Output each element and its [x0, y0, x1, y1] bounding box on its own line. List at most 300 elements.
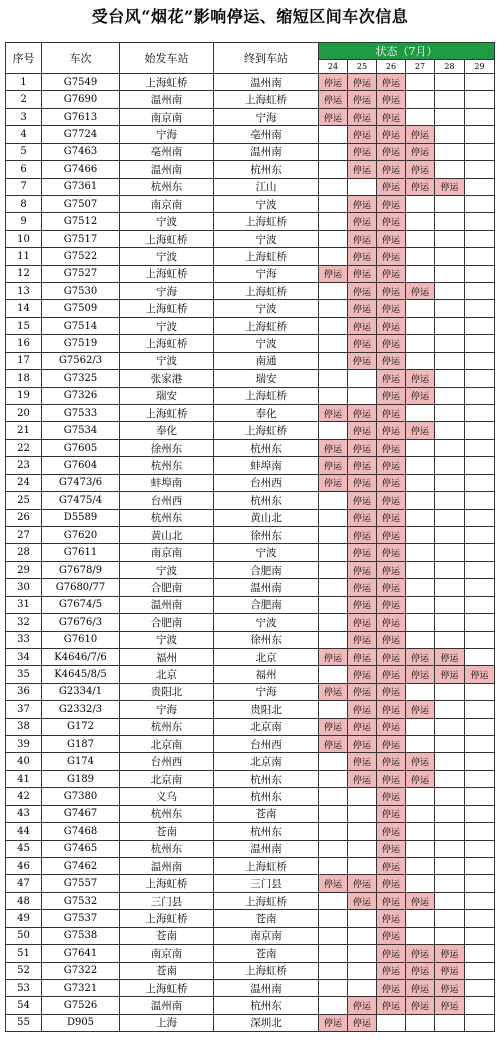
stop-status-cell: 停运 — [377, 823, 406, 840]
train-number: G7562/3 — [42, 352, 120, 369]
destination-station: 上海虹桥 — [214, 387, 319, 404]
train-number: D905 — [42, 1014, 120, 1031]
empty-status-cell — [465, 422, 495, 439]
stop-status-cell: 停运 — [348, 439, 377, 456]
empty-status-cell — [319, 997, 348, 1014]
table-row — [6, 596, 495, 613]
empty-status-cell — [435, 614, 465, 631]
empty-status-cell — [319, 300, 348, 317]
stop-status-cell: 停运 — [348, 648, 377, 665]
origin-station: 温州南 — [120, 161, 214, 178]
stop-status-cell: 停运 — [348, 248, 377, 265]
empty-status-cell — [319, 910, 348, 927]
origin-station: 宁波 — [120, 561, 214, 578]
stop-status-cell: 停运 — [377, 213, 406, 230]
row-number: 1 — [6, 74, 42, 91]
empty-status-cell — [406, 805, 435, 822]
origin-station: 宁海 — [120, 701, 214, 718]
empty-status-cell — [348, 370, 377, 387]
row-number: 46 — [6, 857, 42, 874]
row-number: 27 — [6, 526, 42, 543]
empty-status-cell — [406, 474, 435, 491]
row-number: 39 — [6, 736, 42, 753]
origin-station: 北京 — [120, 666, 214, 683]
empty-status-cell — [319, 857, 348, 874]
destination-station: 黄山北 — [214, 509, 319, 526]
stop-status-cell: 停运 — [319, 74, 348, 91]
header-from: 始发车站 — [120, 43, 214, 74]
row-number: 33 — [6, 631, 42, 648]
stop-status-cell: 停运 — [377, 579, 406, 596]
empty-status-cell — [465, 840, 495, 857]
table-row — [6, 736, 495, 753]
destination-station: 杭州东 — [214, 997, 319, 1014]
stop-status-cell: 停运 — [406, 945, 435, 962]
stop-status-cell: 停运 — [319, 405, 348, 422]
origin-station: 温州南 — [120, 997, 214, 1014]
destination-station: 苍南 — [214, 945, 319, 962]
stop-status-cell: 停运 — [377, 927, 406, 944]
train-number: G7467 — [42, 805, 120, 822]
train-number: G2332/3 — [42, 701, 120, 718]
row-number: 19 — [6, 387, 42, 404]
empty-status-cell — [435, 439, 465, 456]
destination-station: 台州西 — [214, 474, 319, 491]
table-row — [6, 126, 495, 143]
empty-status-cell — [348, 840, 377, 857]
empty-status-cell — [465, 579, 495, 596]
origin-station: 苍南 — [120, 823, 214, 840]
train-number: G7325 — [42, 370, 120, 387]
empty-status-cell — [319, 596, 348, 613]
destination-station: 宁波 — [214, 335, 319, 352]
destination-station: 北京南 — [214, 753, 319, 770]
row-number: 37 — [6, 701, 42, 718]
train-number: G7557 — [42, 875, 120, 892]
row-number: 4 — [6, 126, 42, 143]
destination-station: 江山 — [214, 178, 319, 195]
stop-status-cell: 停运 — [348, 161, 377, 178]
table-row — [6, 370, 495, 387]
row-number: 42 — [6, 788, 42, 805]
empty-status-cell — [435, 526, 465, 543]
empty-status-cell — [465, 997, 495, 1014]
train-number: G7530 — [42, 283, 120, 300]
empty-status-cell — [406, 614, 435, 631]
table-row — [6, 927, 495, 944]
table-row — [6, 805, 495, 822]
stop-status-cell: 停运 — [348, 561, 377, 578]
row-number: 9 — [6, 213, 42, 230]
table-row — [6, 178, 495, 195]
stop-status-cell: 停运 — [348, 892, 377, 909]
stop-status-cell: 停运 — [406, 666, 435, 683]
train-number: G7549 — [42, 74, 120, 91]
row-number: 20 — [6, 405, 42, 422]
row-number: 28 — [6, 544, 42, 561]
empty-status-cell — [465, 248, 495, 265]
stop-status-cell: 停运 — [377, 74, 406, 91]
empty-status-cell — [435, 927, 465, 944]
destination-station: 宁波 — [214, 195, 319, 212]
train-number: G7465 — [42, 840, 120, 857]
table-row — [6, 300, 495, 317]
row-number: 17 — [6, 352, 42, 369]
row-number: 40 — [6, 753, 42, 770]
table-row — [6, 718, 495, 735]
empty-status-cell — [465, 108, 495, 125]
table-row — [6, 823, 495, 840]
empty-status-cell — [465, 526, 495, 543]
row-number: 50 — [6, 927, 42, 944]
table-row — [6, 387, 495, 404]
stop-status-cell: 停运 — [377, 352, 406, 369]
table-row — [6, 962, 495, 979]
empty-status-cell — [406, 736, 435, 753]
stop-status-cell: 停运 — [348, 770, 377, 787]
empty-status-cell — [465, 927, 495, 944]
train-number: G2334/1 — [42, 683, 120, 700]
empty-status-cell — [377, 1014, 406, 1031]
table-row — [6, 213, 495, 230]
empty-status-cell — [319, 230, 348, 247]
empty-status-cell — [319, 352, 348, 369]
stop-status-cell: 停运 — [377, 300, 406, 317]
stop-status-cell: 停运 — [377, 143, 406, 160]
empty-status-cell — [348, 962, 377, 979]
stop-status-cell: 停运 — [377, 283, 406, 300]
stop-status-cell: 停运 — [435, 648, 465, 665]
stop-status-cell: 停运 — [319, 736, 348, 753]
destination-station: 上海虹桥 — [214, 91, 319, 108]
origin-station: 上海虹桥 — [120, 335, 214, 352]
empty-status-cell — [435, 683, 465, 700]
empty-status-cell — [406, 405, 435, 422]
stop-status-cell: 停运 — [348, 492, 377, 509]
table-row — [6, 753, 495, 770]
stop-status-cell: 停运 — [377, 596, 406, 613]
stop-status-cell: 停运 — [348, 265, 377, 282]
table-row — [6, 265, 495, 282]
row-number: 34 — [6, 648, 42, 665]
stop-status-cell: 停运 — [377, 631, 406, 648]
train-number: G7674/5 — [42, 596, 120, 613]
table-row — [6, 335, 495, 352]
stop-status-cell: 停运 — [377, 230, 406, 247]
table-row — [6, 283, 495, 300]
origin-station: 黄山北 — [120, 526, 214, 543]
stop-status-cell: 停运 — [377, 422, 406, 439]
empty-status-cell — [435, 892, 465, 909]
stop-status-cell: 停运 — [348, 352, 377, 369]
table-row — [6, 875, 495, 892]
origin-station: 上海虹桥 — [120, 265, 214, 282]
empty-status-cell — [435, 74, 465, 91]
destination-station: 台州西 — [214, 736, 319, 753]
empty-status-cell — [348, 927, 377, 944]
empty-status-cell — [406, 526, 435, 543]
destination-station: 上海虹桥 — [214, 283, 319, 300]
stop-status-cell: 停运 — [348, 875, 377, 892]
empty-status-cell — [406, 823, 435, 840]
empty-status-cell — [435, 422, 465, 439]
row-number: 53 — [6, 979, 42, 996]
header-train: 车次 — [42, 43, 120, 74]
empty-status-cell — [465, 805, 495, 822]
origin-station: 杭州东 — [120, 718, 214, 735]
origin-station: 徐州东 — [120, 439, 214, 456]
empty-status-cell — [319, 161, 348, 178]
stop-status-cell: 停运 — [377, 962, 406, 979]
empty-status-cell — [435, 875, 465, 892]
empty-status-cell — [465, 283, 495, 300]
empty-status-cell — [435, 143, 465, 160]
train-number: G7605 — [42, 439, 120, 456]
empty-status-cell — [435, 788, 465, 805]
empty-status-cell — [435, 579, 465, 596]
destination-station: 宁波 — [214, 300, 319, 317]
empty-status-cell — [435, 718, 465, 735]
empty-status-cell — [465, 875, 495, 892]
empty-status-cell — [406, 596, 435, 613]
empty-status-cell — [465, 1014, 495, 1031]
empty-status-cell — [319, 805, 348, 822]
row-number: 10 — [6, 230, 42, 247]
stop-status-cell: 停运 — [377, 405, 406, 422]
empty-status-cell — [406, 561, 435, 578]
empty-status-cell — [465, 74, 495, 91]
stop-status-cell: 停运 — [348, 596, 377, 613]
destination-station: 上海虹桥 — [214, 248, 319, 265]
table-row — [6, 1014, 495, 1031]
empty-status-cell — [406, 74, 435, 91]
empty-status-cell — [435, 300, 465, 317]
empty-status-cell — [319, 370, 348, 387]
origin-station: 上海虹桥 — [120, 300, 214, 317]
empty-status-cell — [406, 91, 435, 108]
empty-status-cell — [465, 596, 495, 613]
empty-status-cell — [406, 439, 435, 456]
destination-station: 杭州东 — [214, 161, 319, 178]
empty-status-cell — [435, 317, 465, 334]
destination-station: 上海虹桥 — [214, 422, 319, 439]
origin-station: 宁波 — [120, 248, 214, 265]
stop-status-cell: 停运 — [435, 945, 465, 962]
empty-status-cell — [435, 823, 465, 840]
row-number: 38 — [6, 718, 42, 735]
stop-status-cell: 停运 — [319, 457, 348, 474]
destination-station: 杭州东 — [214, 788, 319, 805]
destination-station: 上海虹桥 — [214, 892, 319, 909]
train-number: G174 — [42, 753, 120, 770]
empty-status-cell — [319, 770, 348, 787]
empty-status-cell — [435, 596, 465, 613]
stop-status-cell: 停运 — [435, 666, 465, 683]
row-number: 29 — [6, 561, 42, 578]
empty-status-cell — [348, 805, 377, 822]
stop-status-cell: 停运 — [406, 422, 435, 439]
train-number: G7321 — [42, 979, 120, 996]
empty-status-cell — [465, 492, 495, 509]
origin-station: 合肥南 — [120, 579, 214, 596]
origin-station: 亳州南 — [120, 143, 214, 160]
destination-station: 杭州东 — [214, 492, 319, 509]
train-number: G7509 — [42, 300, 120, 317]
origin-station: 南京南 — [120, 195, 214, 212]
row-number: 35 — [6, 666, 42, 683]
destination-station: 蚌埠南 — [214, 457, 319, 474]
origin-station: 南京南 — [120, 544, 214, 561]
train-status-table — [5, 42, 495, 1032]
stop-status-cell: 停运 — [377, 457, 406, 474]
empty-status-cell — [435, 161, 465, 178]
empty-status-cell — [435, 265, 465, 282]
destination-station: 温州南 — [214, 143, 319, 160]
origin-station: 宁波 — [120, 631, 214, 648]
stop-status-cell: 停运 — [377, 945, 406, 962]
destination-station: 深圳北 — [214, 1014, 319, 1031]
train-number: G7537 — [42, 910, 120, 927]
origin-station: 苍南 — [120, 927, 214, 944]
origin-station: 杭州东 — [120, 805, 214, 822]
table-row — [6, 910, 495, 927]
train-number: G7517 — [42, 230, 120, 247]
table-row — [6, 857, 495, 874]
empty-status-cell — [465, 509, 495, 526]
train-number: G7361 — [42, 178, 120, 195]
table-row — [6, 770, 495, 787]
empty-status-cell — [348, 178, 377, 195]
stop-status-cell: 停运 — [377, 387, 406, 404]
empty-status-cell — [406, 213, 435, 230]
train-number: G7680/77 — [42, 579, 120, 596]
empty-status-cell — [435, 195, 465, 212]
stop-status-cell: 停运 — [377, 979, 406, 996]
empty-status-cell — [319, 317, 348, 334]
origin-station: 苍南 — [120, 962, 214, 979]
empty-status-cell — [435, 910, 465, 927]
stop-status-cell: 停运 — [435, 962, 465, 979]
train-number: G7610 — [42, 631, 120, 648]
table-row — [6, 614, 495, 631]
row-number: 55 — [6, 1014, 42, 1031]
destination-station: 徐州东 — [214, 631, 319, 648]
empty-status-cell — [465, 788, 495, 805]
stop-status-cell: 停运 — [348, 736, 377, 753]
empty-status-cell — [435, 387, 465, 404]
empty-status-cell — [465, 91, 495, 108]
train-number: G172 — [42, 718, 120, 735]
table-row — [6, 195, 495, 212]
empty-status-cell — [319, 979, 348, 996]
empty-status-cell — [435, 474, 465, 491]
stop-status-cell: 停运 — [348, 614, 377, 631]
empty-status-cell — [406, 631, 435, 648]
stop-status-cell: 停运 — [348, 509, 377, 526]
stop-status-cell: 停运 — [406, 143, 435, 160]
stop-status-cell: 停运 — [348, 701, 377, 718]
stop-status-cell: 停运 — [406, 387, 435, 404]
train-number: G7514 — [42, 317, 120, 334]
empty-status-cell — [435, 736, 465, 753]
destination-station: 瑞安 — [214, 370, 319, 387]
empty-status-cell — [435, 631, 465, 648]
stop-status-cell: 停运 — [319, 875, 348, 892]
empty-status-cell — [319, 927, 348, 944]
empty-status-cell — [465, 474, 495, 491]
empty-status-cell — [406, 108, 435, 125]
empty-status-cell — [406, 544, 435, 561]
table-row — [6, 161, 495, 178]
destination-station: 宁波 — [214, 544, 319, 561]
empty-status-cell — [406, 840, 435, 857]
stop-status-cell: 停运 — [319, 648, 348, 665]
destination-station: 苍南 — [214, 910, 319, 927]
destination-station: 上海虹桥 — [214, 317, 319, 334]
header-day: 28 — [435, 60, 465, 74]
empty-status-cell — [465, 561, 495, 578]
origin-station: 上海虹桥 — [120, 74, 214, 91]
train-number: G7533 — [42, 405, 120, 422]
row-number: 6 — [6, 161, 42, 178]
empty-status-cell — [435, 509, 465, 526]
destination-station: 温州南 — [214, 579, 319, 596]
stop-status-cell: 停运 — [319, 91, 348, 108]
empty-status-cell — [348, 945, 377, 962]
stop-status-cell: 停运 — [435, 979, 465, 996]
stop-status-cell: 停运 — [377, 474, 406, 491]
empty-status-cell — [435, 352, 465, 369]
stop-status-cell: 停运 — [377, 910, 406, 927]
stop-status-cell: 停运 — [377, 526, 406, 543]
train-number: G7678/9 — [42, 561, 120, 578]
empty-status-cell — [319, 823, 348, 840]
empty-status-cell — [435, 335, 465, 352]
empty-status-cell — [406, 265, 435, 282]
destination-station: 苍南 — [214, 805, 319, 822]
stop-status-cell: 停运 — [377, 788, 406, 805]
origin-station: 南京南 — [120, 945, 214, 962]
header-day: 24 — [319, 60, 348, 74]
train-number: G7507 — [42, 195, 120, 212]
empty-status-cell — [319, 248, 348, 265]
origin-station: 杭州东 — [120, 509, 214, 526]
destination-station: 贵阳北 — [214, 701, 319, 718]
empty-status-cell — [406, 317, 435, 334]
stop-status-cell: 停运 — [348, 631, 377, 648]
empty-status-cell — [406, 300, 435, 317]
stop-status-cell: 停运 — [406, 753, 435, 770]
train-number: G187 — [42, 736, 120, 753]
stop-status-cell: 停运 — [377, 736, 406, 753]
empty-status-cell — [319, 788, 348, 805]
table-row — [6, 979, 495, 996]
origin-station: 上海虹桥 — [120, 979, 214, 996]
table-row — [6, 544, 495, 561]
empty-status-cell — [465, 178, 495, 195]
row-number: 14 — [6, 300, 42, 317]
row-number: 12 — [6, 265, 42, 282]
destination-station: 杭州东 — [214, 439, 319, 456]
empty-status-cell — [319, 126, 348, 143]
empty-status-cell — [465, 544, 495, 561]
stop-status-cell: 停运 — [348, 195, 377, 212]
row-number: 36 — [6, 683, 42, 700]
empty-status-cell — [406, 457, 435, 474]
row-number: 21 — [6, 422, 42, 439]
empty-status-cell — [465, 910, 495, 927]
origin-station: 上海虹桥 — [120, 875, 214, 892]
